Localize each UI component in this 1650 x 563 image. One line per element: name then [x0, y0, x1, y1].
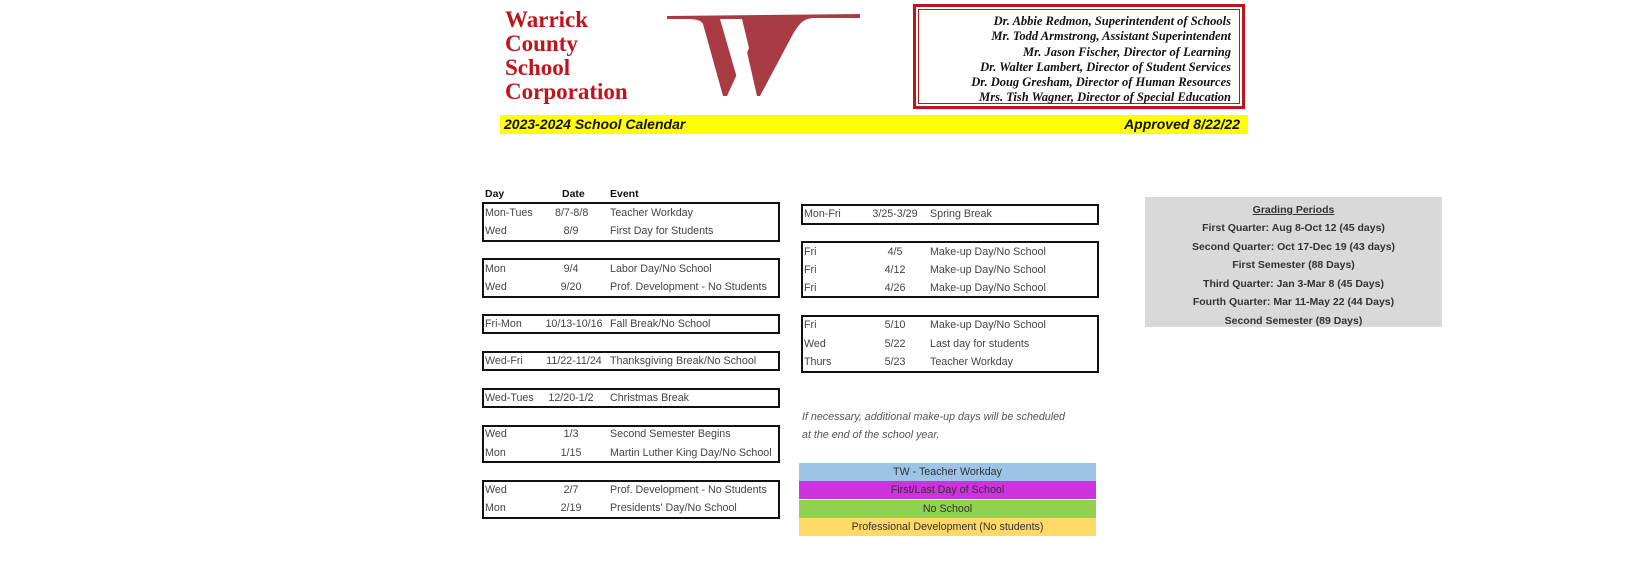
event-date: 8/9: [563, 225, 579, 237]
event-day: Wed: [804, 338, 826, 350]
calendar-banner: [500, 115, 1248, 134]
grading-period-item: First Quarter: Aug 8-Oct 12 (45 days): [1202, 222, 1385, 234]
event-date: 10/13-10/16: [545, 318, 603, 330]
event-description: Prof. Development - No Students: [610, 281, 767, 293]
event-day: Mon: [485, 502, 506, 514]
event-description: Make-up Day/No School: [930, 282, 1046, 294]
event-day: Mon: [485, 263, 506, 275]
event-day: Wed-Tues: [485, 392, 534, 404]
event-description: Second Semester Begins: [610, 428, 731, 440]
event-day: Mon: [485, 447, 506, 459]
event-description: Make-up Day/No School: [930, 246, 1046, 258]
event-date: 5/10: [884, 319, 906, 331]
event-date: 1/15: [560, 447, 582, 459]
event-description: Thanksgiving Break/No School: [610, 355, 757, 367]
event-date: 9/20: [560, 281, 582, 293]
event-date: 5/22: [884, 338, 906, 350]
legend-first-last-day: First/Last Day of School: [799, 481, 1096, 499]
event-day: Fri: [804, 246, 817, 258]
administrator-line: Mr. Todd Armstrong, Assistant Superintendent: [991, 29, 1231, 44]
event-day: Wed: [485, 428, 507, 440]
event-day: Wed: [485, 225, 507, 237]
event-description: Make-up Day/No School: [930, 264, 1046, 276]
event-description: Last day for students: [930, 338, 1030, 350]
event-description: Presidents' Day/No School: [610, 502, 737, 514]
event-date: 12/20-1/2: [548, 392, 594, 404]
corporation-name-line: Corporation: [505, 79, 628, 104]
event-date: 9/4: [563, 263, 579, 275]
event-date: 8/7-8/8: [555, 207, 589, 219]
column-header-day: Day: [485, 188, 505, 200]
event-date: 4/12: [884, 264, 906, 276]
event-description: Prof. Development - No Students: [610, 484, 767, 496]
legend-professional-development: Professional Development (No students): [799, 518, 1096, 536]
corporation-name-line: County: [505, 31, 578, 56]
event-description: Martin Luther King Day/No School: [610, 447, 772, 459]
event-description: Labor Day/No School: [610, 263, 712, 275]
approved-date: Approved 8/22/22: [1124, 116, 1240, 132]
event-day: Fri: [804, 264, 817, 276]
grading-period-item: Second Quarter: Oct 17-Dec 19 (43 days): [1191, 240, 1396, 253]
event-day: Fri: [804, 319, 817, 331]
event-day: Wed: [485, 281, 507, 293]
corporation-name-line: Warrick: [505, 7, 589, 32]
event-date: 5/23: [884, 356, 906, 368]
column-header-event: Event: [610, 188, 639, 200]
event-date: 2/7: [563, 484, 579, 496]
event-description: Make-up Day/No School: [930, 319, 1046, 331]
event-date: 1/3: [563, 428, 579, 440]
event-day: Wed-Fri: [485, 355, 523, 367]
makeup-note-line: If necessary, additional make-up days will be scheduled: [802, 411, 1065, 423]
event-date: 11/22-11/24: [546, 355, 602, 367]
makeup-note-line: at the end of the school year.: [802, 429, 940, 441]
legend-no-school: No School: [799, 500, 1096, 518]
event-date: 3/25-3/29: [872, 208, 918, 220]
event-description: First Day for Students: [610, 225, 714, 237]
event-day: Fri: [804, 282, 817, 294]
event-description: Christmas Break: [610, 392, 689, 404]
grading-period-item: First Semester (88 Days): [1232, 259, 1355, 271]
calendar-title: 2023-2024 School Calendar: [504, 116, 686, 132]
event-day: Mon-Tues: [485, 207, 533, 219]
event-date: 2/19: [560, 502, 582, 514]
event-description: Fall Break/No School: [610, 318, 711, 330]
administrator-line: Mr. Jason Fischer, Director of Learning: [1022, 44, 1231, 59]
corporation-name-line: School: [505, 55, 571, 80]
legend-teacher-workday: TW - Teacher Workday: [799, 463, 1096, 481]
grading-periods-title: Grading Periods: [1252, 204, 1335, 216]
w-logo-icon: [665, 12, 865, 100]
event-day: Wed: [485, 484, 507, 496]
event-day: Fri-Mon: [485, 318, 522, 330]
event-day: Thurs: [804, 356, 832, 368]
corporation-name: [505, 8, 655, 104]
grading-period-item: Fourth Quarter: Mar 11-May 22 (44 Days): [1192, 296, 1395, 308]
administrators-box: [913, 4, 1245, 109]
administrator-line: Mrs. Tish Wagner, Director of Special Education: [979, 90, 1231, 105]
event-day: Mon-Fri: [804, 208, 841, 220]
grading-period-item: Third Quarter: Jan 3-Mar 8 (45 Days): [1203, 277, 1384, 290]
grading-periods-panel: [1145, 197, 1442, 327]
event-date: 4/26: [884, 282, 906, 294]
column-header-date: Date: [562, 188, 585, 200]
administrator-line: Dr. Doug Gresham, Director of Human Resources: [971, 75, 1231, 90]
administrator-line: Dr. Walter Lambert, Director of Student Services: [980, 59, 1231, 74]
grading-period-item: Second Semester (89 Days): [1224, 314, 1363, 327]
event-description: Spring Break: [930, 208, 992, 220]
event-description: Teacher Workday: [610, 207, 693, 219]
event-date: 4/5: [887, 246, 903, 258]
administrator-line: Dr. Abbie Redmon, Superintendent of Schools: [993, 14, 1231, 28]
event-description: Teacher Workday: [930, 356, 1013, 368]
